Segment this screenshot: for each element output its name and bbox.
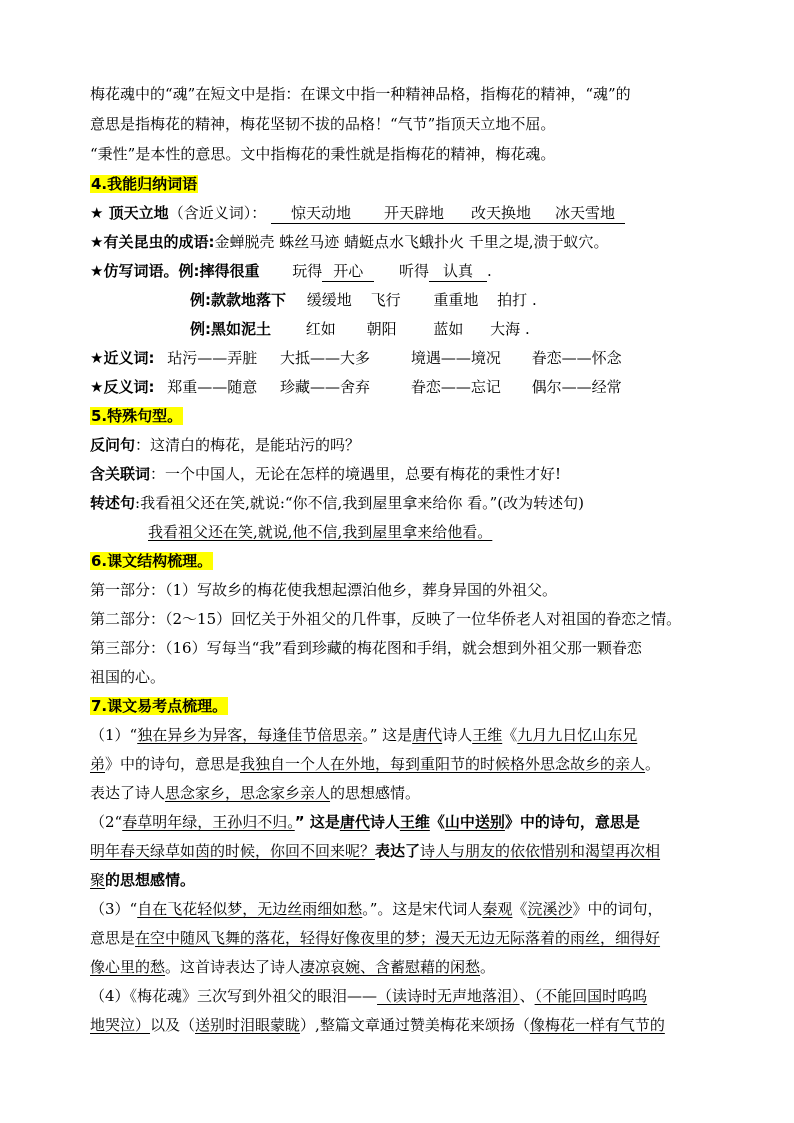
- structure-part-3-cont: 祖国的心。: [90, 668, 166, 686]
- intro-line-1: 梅花魂中的“魂”在短文中是指：在课文中指一种精神品格，指梅花的精神，“魂”的: [90, 85, 631, 103]
- row-label: ★仿写词语。例:摔得很重: [90, 262, 260, 280]
- text: 意思是: [90, 929, 136, 947]
- text: 、: [519, 987, 535, 1005]
- work-title: 山中送别: [444, 813, 505, 831]
- word-pair: 珍藏——舍弃: [280, 378, 371, 396]
- section-7-heading: [90, 694, 228, 718]
- word-pair: 眷恋——忘记: [410, 378, 501, 396]
- meaning: 我独自一个人在外地，每到重阳节的时候格外思念故乡的亲人: [240, 755, 646, 773]
- poem-quote: 独在异乡为异客，每逢佳节倍思亲: [137, 726, 363, 744]
- answer-text: 像梅花一样有气节的: [529, 1016, 665, 1034]
- point-1-line-2: [90, 752, 660, 776]
- answer-word: 认真: [429, 261, 487, 282]
- word: 蓝如: [433, 320, 464, 338]
- word-pair: 眷恋——怀念: [531, 349, 622, 367]
- answer-text: （不能回国时呜呜: [534, 987, 648, 1005]
- poem-quote: 春草明年绿，王孙归不归。: [122, 813, 295, 831]
- row-text: ：一个中国人，无论在怎样的境遇里，总要有梅花的秉性才好!: [150, 465, 562, 483]
- synonym-row: [90, 346, 622, 370]
- section-4-title: 4.我能归纳词语: [91, 175, 198, 193]
- row-text: ：这清白的梅花，是能玷污的吗？: [135, 436, 361, 454]
- text: ” 这是: [294, 813, 340, 831]
- text: 的思想感情。: [330, 784, 421, 802]
- synonym-group-row: [90, 201, 625, 225]
- text: 《: [429, 813, 445, 831]
- point-1-line-3: [90, 781, 420, 805]
- dynasty: 唐代: [339, 813, 370, 831]
- insect-idiom-row: [90, 230, 609, 254]
- structure-part-3: 第三部分：（16）写每当“我”看到珍藏的梅花图和手绢，就会想到外祖父那一颗眷恋: [90, 639, 642, 657]
- text: 诗人: [369, 813, 400, 831]
- text: 。: [480, 958, 496, 976]
- conjunction-row: [90, 462, 561, 486]
- text: 表达了诗人: [90, 784, 166, 802]
- row-label: 例:款款地落下: [190, 291, 286, 309]
- point-2-line-2: [90, 839, 660, 863]
- text: 》中的词句，: [572, 900, 663, 918]
- section-6-heading: [90, 549, 213, 573]
- row-label: 反问句: [90, 436, 136, 454]
- row-label: ★近义词:: [90, 349, 155, 367]
- work-title: 浣溪沙: [527, 900, 573, 918]
- row-label: 顶天立地: [103, 204, 169, 222]
- answer-word: 冰天雪地: [545, 203, 625, 224]
- text: 表达了: [375, 842, 421, 860]
- word: 飞行: [370, 291, 401, 309]
- answer-word: 惊天动地: [271, 203, 371, 224]
- row-label: 例:黑如泥土: [190, 320, 271, 338]
- answer-text: （读诗时无声地落泪）: [377, 987, 520, 1005]
- text: 。: [645, 755, 661, 773]
- point-4-line-1: [90, 984, 647, 1008]
- point-4-line-2: [90, 1013, 665, 1037]
- answer-word: 开天辟地: [371, 203, 457, 224]
- word: 红如: [305, 320, 336, 338]
- word-pair: 境遇——境况: [410, 349, 501, 367]
- text: 的思想感情。: [105, 871, 196, 889]
- section-7-title: 7.课文易考点梳理。: [91, 697, 228, 715]
- word: 大海 .: [490, 320, 530, 338]
- text: （2“: [90, 813, 123, 831]
- word-pair: 郑重——随意: [167, 378, 258, 396]
- word: 重重地: [433, 291, 479, 309]
- answer-word: 改天换地: [457, 203, 545, 224]
- rhetorical-question-row: [90, 433, 360, 457]
- meaning: 在空中随风飞舞的落花，轻得好像夜里的梦；漫天无边无际落着的雨丝，细得好: [135, 929, 661, 947]
- answer-word: 开心: [322, 261, 374, 282]
- word: 听得: [399, 262, 430, 280]
- poet-name: 王维: [472, 726, 503, 744]
- word: 拍打 .: [497, 291, 537, 309]
- dynasty: 唐代: [412, 726, 443, 744]
- structure-part-2: 第二部分：（2～15）回忆关于外祖父的几件事，反映了一位华侨老人对祖国的眷恋之情。: [90, 610, 682, 628]
- text: 》中的诗句，意思是: [504, 813, 640, 831]
- star-icon: ★: [90, 204, 104, 222]
- text: （4）《梅花魂》三次写到外祖父的眼泪——: [90, 987, 378, 1005]
- intro-line-2: 意思是指梅花的精神，梅花坚韧不拔的品格！“气节”指顶天立地不屈。: [90, 115, 556, 133]
- text: 。这首诗表达了诗人: [165, 958, 301, 976]
- text: 》中的诗句，意思是: [105, 755, 241, 773]
- point-3-line-2: [90, 926, 660, 950]
- reported-speech-answer: [148, 520, 492, 544]
- poet-name: 王维: [399, 813, 430, 831]
- row-text: :我看祖父还在笑,就说:“你不信,我到屋里拿来给你 看。”(改为转述句): [135, 494, 584, 512]
- meaning: 像心里的愁: [90, 958, 166, 976]
- section-4-heading: [90, 172, 198, 196]
- imitate-row-1: [90, 259, 492, 283]
- meaning: 明年春天绿草如茵的时候，你回不回来呢？: [90, 842, 376, 860]
- word-pair: 大抵——大多: [280, 349, 371, 367]
- row-label: ★有关昆虫的成语:: [90, 233, 215, 251]
- antonym-row: [90, 375, 622, 399]
- row-label: ★反义词:: [90, 378, 155, 396]
- row-paren: （含近义词）：: [168, 204, 267, 222]
- row-label: 含关联词: [90, 465, 151, 483]
- text: （3）“: [90, 900, 138, 918]
- word: 朝阳: [366, 320, 397, 338]
- imitate-row-2: [190, 288, 537, 312]
- feeling: 思念家乡，思念家乡亲人: [165, 784, 331, 802]
- point-2-line-3: [90, 868, 195, 892]
- section-5-heading: [90, 404, 183, 428]
- text: 《: [512, 900, 528, 918]
- text: 诗人: [442, 726, 473, 744]
- point-3-line-3: [90, 955, 495, 979]
- answer-text: 送别时泪眼蒙眬: [195, 1016, 301, 1034]
- imitate-row-3: [190, 317, 530, 341]
- text: 。”。这是宋代词人: [362, 900, 483, 918]
- feeling: 诗人与朋友的依依惜别和渴望再次相: [420, 842, 661, 860]
- row-text: 金蝉脱壳 蛛丝马迹 蜻蜓点水飞蛾扑火 千里之堤,溃于蚁穴。: [214, 233, 609, 251]
- text: （1）“: [90, 726, 138, 744]
- period: .: [487, 262, 492, 280]
- reported-speech-row: [90, 491, 584, 515]
- text: 以及（: [150, 1016, 196, 1034]
- intro-line-3: “秉性”是本性的意思。文中指梅花的秉性就是指梅花的精神，梅花魂。: [90, 145, 556, 163]
- work-title: 弟: [90, 755, 106, 773]
- feeling: 聚: [90, 871, 106, 889]
- word: 玩得: [292, 262, 323, 280]
- answer-text: 我看祖父还在笑,就说,他不信,我到屋里拿来给他看。: [148, 523, 493, 541]
- structure-part-1: 第一部分：（1）写故乡的梅花使我想起漂泊他乡，葬身异国的外祖父。: [90, 581, 558, 599]
- answer-text: 地哭泣）: [90, 1016, 151, 1034]
- point-1-line-1: [90, 723, 637, 747]
- poem-quote: 自在飞花轻似梦，无边丝雨细如愁: [137, 900, 363, 918]
- text: 《: [502, 726, 518, 744]
- section-6-title: 6.课文结构梳理。: [91, 552, 213, 570]
- text: 。” 这是: [362, 726, 413, 744]
- feeling: 凄凉哀婉、含蓄慰藉的闲愁: [300, 958, 481, 976]
- section-5-title: 5.特殊句型。: [91, 407, 183, 425]
- word: 缓缓地: [306, 291, 352, 309]
- point-2-line-1: [90, 810, 640, 834]
- work-title: 九月九日忆山东兄: [517, 726, 638, 744]
- poet-name: 秦观: [482, 900, 513, 918]
- word-pair: 玷污——弄脏: [167, 349, 258, 367]
- text: ）,整篇文章通过赞美梅花来颂扬（: [300, 1016, 530, 1034]
- word-pair: 偶尔——经常: [531, 378, 622, 396]
- point-3-line-1: [90, 897, 662, 921]
- row-label: 转述句: [90, 494, 136, 512]
